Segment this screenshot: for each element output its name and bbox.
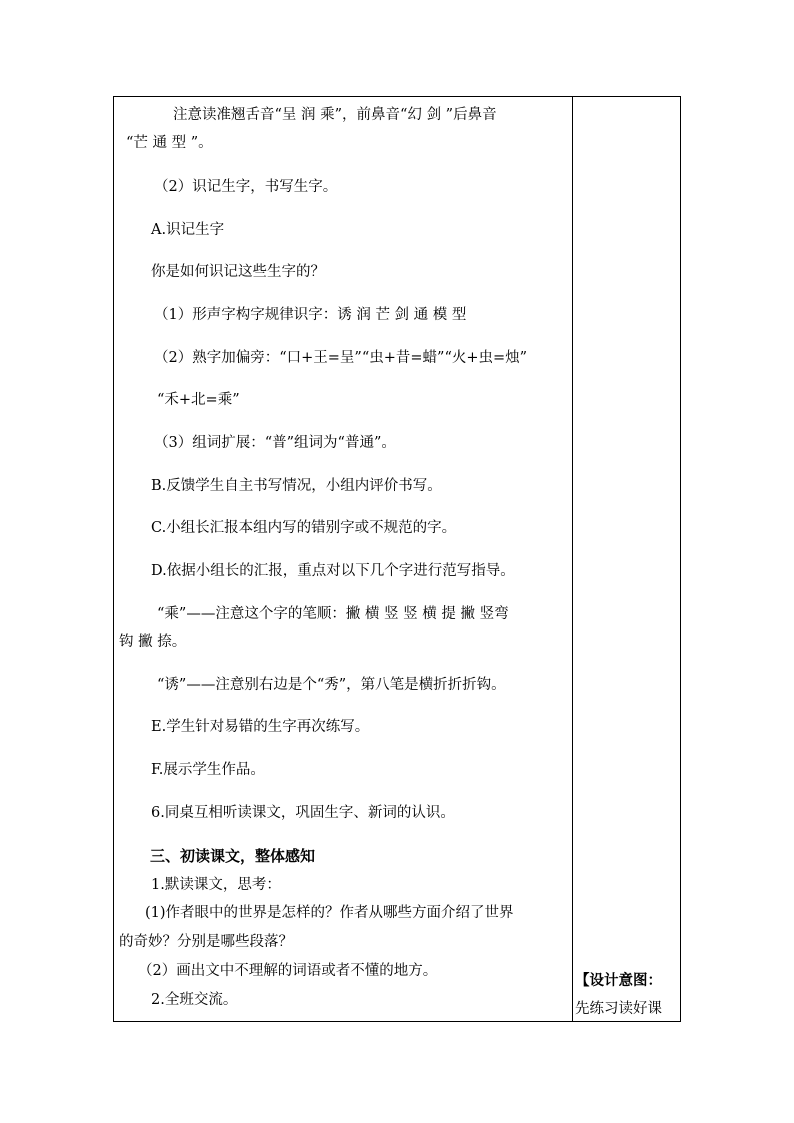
lesson-plan-table [113, 96, 681, 1022]
teaching-process-cell [114, 97, 573, 1021]
text-line: （2）画出文中不理解的词语或者不懂的地方。 [138, 963, 438, 979]
design-intent-text: 先练习读好课 [575, 1001, 662, 1017]
text-line: （2）识记生字，书写生字。 [154, 179, 338, 195]
text-line: B.反馈学生自主书写情况，小组内评价书写。 [151, 478, 442, 494]
text-line: D.依据小组长的汇报，重点对以下几个字进行范写指导。 [151, 563, 515, 579]
text-line: 6.同桌互相听读课文，巩固生字、新词的认识。 [151, 805, 455, 821]
text-line: F.展示学生作品。 [151, 762, 265, 778]
text-line: 你是如何识记这些生字的？ [151, 264, 325, 280]
text-line: (1)作者眼中的世界是怎样的？作者从哪些方面介绍了世界 [145, 905, 514, 921]
text-line: E.学生针对易错的生字再次练写。 [151, 719, 370, 735]
text-line: 的奇妙？分别是哪些段落？ [119, 934, 293, 950]
text-line: C.小组长汇报本组内写的错别字或不规范的字。 [151, 520, 457, 536]
text-line: “芒 通 型 ”。 [126, 135, 213, 151]
text-line: 2.全班交流。 [151, 992, 238, 1008]
text-line: （2）熟字加偏旁：“口+王=呈”“虫+昔=蜡”“火+虫=烛” [154, 350, 528, 366]
design-intent-label: 【设计意图： [575, 972, 662, 989]
text-line: （1）形声字构字规律识字：诱 润 芒 剑 通 模 型 [154, 307, 467, 323]
design-intent-cell [573, 97, 680, 1021]
section-heading: 三、初读课文，整体感知 [150, 847, 316, 865]
text-line: “诱”——注意别右边是个“秀”，第八笔是横折折折钩。 [157, 677, 506, 693]
text-line: 注意读准翘舌音“呈 润 乘”，前鼻音“幻 剑 ”后鼻音 [173, 107, 497, 123]
text-line: A.识记生字 [151, 222, 225, 238]
text-line: “乘”——注意这个字的笔顺：撇 横 竖 竖 横 提 撇 竖弯 [157, 606, 509, 622]
text-line: 钩 撇 捺。 [119, 634, 187, 650]
text-line: （3）组词扩展：“普”组词为“普通”。 [154, 435, 396, 451]
text-line: “禾+北=乘” [157, 392, 240, 408]
text-line: 1.默读课文，思考： [151, 877, 281, 893]
